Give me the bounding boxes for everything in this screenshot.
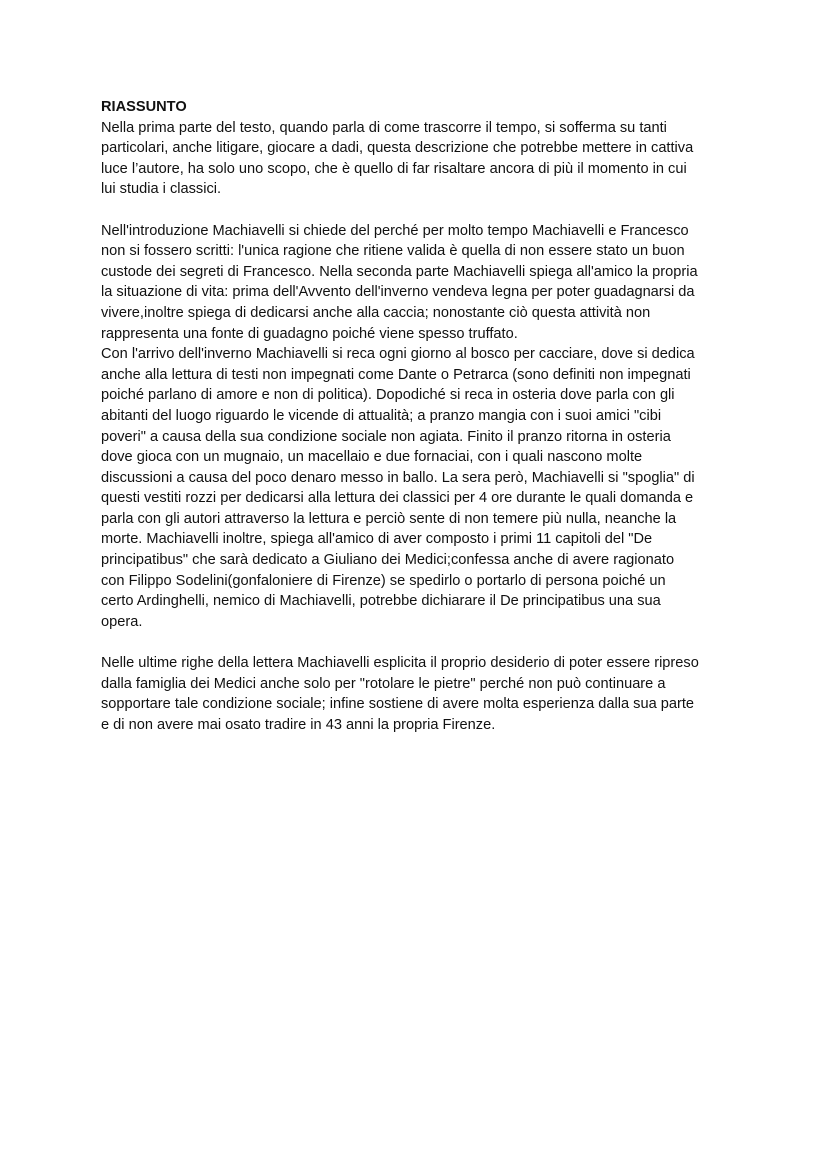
text-line: con Filippo Sodelini(gonfaloniere di Firenze) se spedirlo o portarlo di persona poiché un: [101, 572, 666, 589]
paragraph-conclusione: [101, 653, 741, 735]
text-line: discussioni a causa del poco denaro messo in ballo. La sera però, Machiavelli si "spoglia" di: [101, 469, 695, 486]
text-line: anche alla lettura di testi non impegnati come Dante o Petrarca (sono definiti non impegnati: [101, 366, 691, 383]
text-line: lui studia i classici.: [101, 181, 222, 198]
text-line: poveri" a causa della sua condizione sociale non agiata. Finito il pranzo ritorna in osteria: [101, 428, 671, 445]
text-line: Nell'introduzione Machiavelli si chiede del perché per molto tempo Machiavelli e Francesco: [101, 222, 689, 239]
text-line: Nelle ultime righe della lettera Machiavelli esplicita il proprio desiderio di poter essere ripreso: [101, 655, 699, 672]
text-line: poiché parlano di amore e non di politica). Dopodiché si reca in osteria dove parla con gli: [101, 387, 675, 404]
document-body: [101, 97, 741, 735]
paragraph-inverno: [101, 344, 741, 632]
text-line: Nella prima parte del testo, quando parla di come trascorre il tempo, si sofferma su tanti: [101, 119, 667, 136]
paragraph-introduzione: [101, 221, 741, 345]
text-line: questi vestiti rozzi per dedicarsi alla lettura dei classici per 4 ore durante le quali domanda e: [101, 490, 694, 507]
text-line: dove gioca con un mugnaio, un macellaio e due fornaciai, con i quali nascono molte: [101, 449, 643, 466]
text-line: certo Ardinghelli, nemico di Machiavelli, potrebbe dichiarare il De principatibus una sua: [101, 593, 661, 610]
text-line: morte. Machiavelli inoltre, spiega all'amico di aver composto i primi 11 capitoli del "De: [101, 531, 653, 548]
text-line: sopportare tale condizione sociale; infine sostiene di avere molta esperienza dalla sua parte: [101, 696, 695, 713]
text-line: e di non avere mai osato tradire in 43 anni la propria Firenze.: [101, 716, 496, 733]
paragraph-spacer: [101, 200, 741, 221]
text-line: Con l'arrivo dell'inverno Machiavelli si reca ogni giorno al bosco per cacciare, dove si dedica: [101, 346, 695, 363]
text-line: particolari, anche litigare, giocare a dadi, questa descrizione che potrebbe mettere in cattiva: [101, 140, 694, 157]
text-line: rappresenta una fonte di guadagno poiché viene spesso truffato.: [101, 325, 518, 342]
document-heading: RIASSUNTO: [101, 99, 187, 115]
text-line: parla con gli autori attraverso la lettura e perciò sente di non temere più nulla, neanche la: [101, 510, 677, 527]
text-line: abitanti del luogo riguardo le vicende di attualità; a pranzo mangia con i suoi amici "cibi: [101, 407, 662, 424]
text-line: la situazione di vita: prima dell'Avvento dell'inverno vendeva legna per poter guadagnarsi da: [101, 284, 695, 301]
text-line: non si fossero scritti: l'unica ragione che ritiene valida è quella di non essere stato un buon: [101, 243, 685, 260]
text-line: opera.: [101, 613, 143, 630]
text-line: vivere,inoltre spiega di dedicarsi anche alla caccia; nonostante ciò questa attività non: [101, 304, 651, 321]
paragraph-intro: [101, 118, 741, 200]
text-line: dalla famiglia dei Medici anche solo per "rotolare le pietre" perché non può continuare a: [101, 675, 666, 692]
text-line: principatibus" che sarà dedicato a Giuliano dei Medici;confessa anche di avere ragionato: [101, 552, 675, 569]
text-line: luce l’autore, ha solo uno scopo, che è quello di far risaltare ancora di più il momento in cui: [101, 160, 687, 177]
text-line: custode dei segreti di Francesco. Nella seconda parte Machiavelli spiega all'amico la propria: [101, 263, 698, 280]
paragraph-spacer: [101, 632, 741, 653]
